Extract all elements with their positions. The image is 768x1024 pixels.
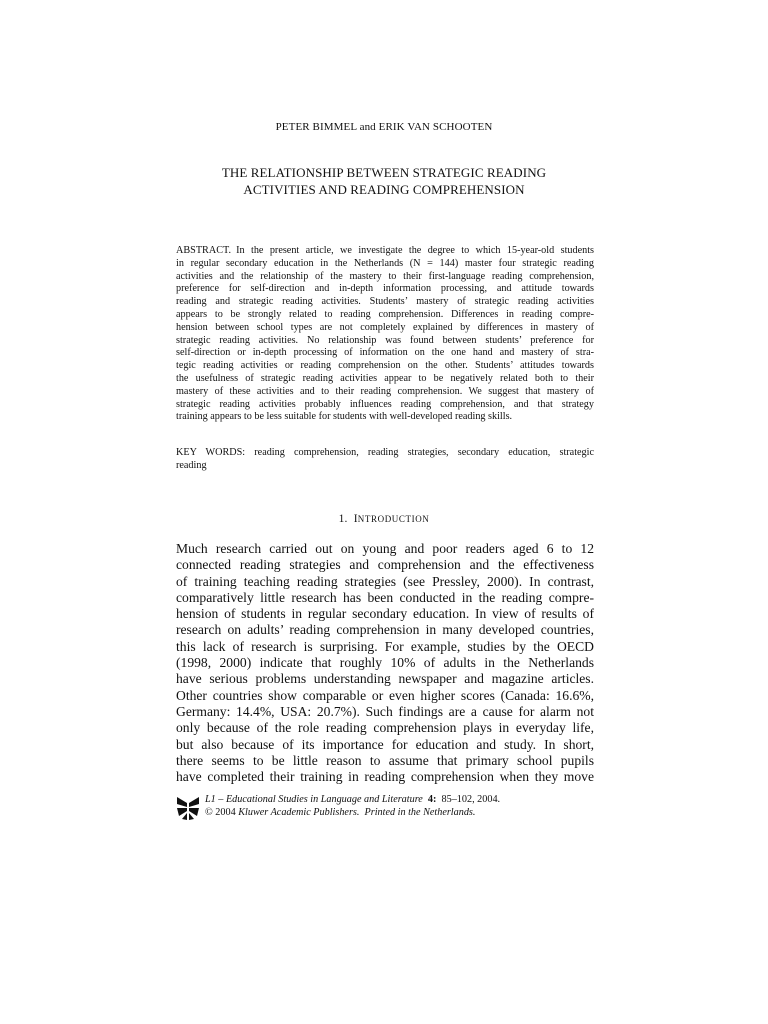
body-line: research on adults’ reading comprehension in many developed countries,: [176, 622, 594, 638]
body-line: have completed their training in reading comprehension when they move: [176, 769, 594, 785]
section-heading: [0, 513, 768, 525]
body-line: Germany: 14.4%, USA: 20.7%). Such findings are a cause for alarm not: [176, 703, 594, 719]
abstract-line: training appears to be less suitable for students with well-developed reading skills.: [176, 411, 513, 423]
abstract-line: strategic reading activities. No relationship was found between students’ preference for: [176, 334, 594, 346]
body-line: have serious problems understanding newspaper and magazine articles.: [176, 671, 594, 687]
journal-name: L1 – Educational Studies in Language and Literature: [205, 794, 423, 805]
body-line: hension of students in regular secondary education. In view of results of: [176, 606, 594, 622]
copyright-year: © 2004: [205, 806, 236, 818]
body-line: Other countries show comparable or even higher scores (Canada: 16.6%,: [176, 687, 594, 703]
footer-text: [205, 794, 500, 819]
section-number: 1.: [338, 513, 348, 525]
body-text: [176, 541, 594, 785]
body-line: there seems to be little reason to assume that primary school pupils: [176, 752, 594, 768]
body-line: comparatively little research has been conducted in the reading compre-: [176, 589, 594, 605]
abstract: [176, 245, 594, 424]
abstract-line: activities and the relationship of the mastery to their first-language reading comprehension,: [176, 270, 594, 282]
body-line: Much research carried out on young and poor readers aged 6 to 12: [176, 541, 594, 556]
abstract-line: ABSTRACT. In the present article, we investigate the degree to which 15-year-old students: [176, 245, 594, 256]
abstract-line: in regular secondary education in the Netherlands (N = 144) master four strategic reading: [176, 257, 594, 269]
abstract-line: the usefulness of strategic reading activities appear to be negatively related both to their: [176, 372, 594, 384]
section-title-initial: I: [353, 513, 358, 525]
section-title-rest: NTRODUCTION: [357, 514, 430, 524]
body-line: of training teaching reading strategies (see Pressley, 2000). In contrast,: [176, 573, 594, 589]
abstract-line: hension between school types are not completely explained by differences in mastery of: [176, 321, 594, 333]
journal-citation: [205, 794, 500, 807]
authors: PETER BIMMEL and ERIK VAN SCHOOTEN: [275, 121, 493, 133]
keywords: [176, 447, 594, 473]
kluwer-logo-icon: [176, 795, 200, 821]
abstract-line: preference for self-direction and in-depth information processing, and attitude towards: [176, 283, 594, 295]
journal-pages: 85–102, 2004.: [441, 794, 501, 805]
abstract-line: self-direction or in-depth processing of information on the one hand and mastery of stra-: [176, 347, 594, 359]
body-line: connected reading strategies and comprehension and the effectiveness: [176, 557, 594, 573]
keywords-line: reading: [176, 459, 207, 471]
abstract-line: mastery of these activities and to their reading comprehension. We suggest that mastery of: [176, 385, 594, 397]
body-line: but also because of its importance for education and study. In short,: [176, 736, 594, 752]
abstract-line: reading and strategic reading activities. Students’ mastery of strategic reading activities: [176, 296, 594, 308]
abstract-line: appears to be strongly related to reading comprehension. Differences in reading compre-: [176, 308, 594, 320]
journal-volume: 4:: [427, 794, 437, 805]
printed-in: Printed in the Netherlands.: [364, 806, 476, 818]
title-line-2: ACTIVITIES AND READING COMPREHENSION: [243, 182, 525, 197]
copyright-line: [205, 807, 500, 820]
publisher-name: Kluwer Academic Publishers.: [238, 806, 360, 818]
body-line: only because of the role reading comprehension plays in everyday life,: [176, 720, 594, 736]
body-line: this lack of research is surprising. For example, studies by the OECD: [176, 638, 594, 654]
body-line: (1998, 2000) indicate that roughly 10% of adults in the Netherlands: [176, 655, 594, 671]
title-line-1: THE RELATIONSHIP BETWEEN STRATEGIC READING: [221, 165, 547, 180]
publication-footer: [176, 794, 594, 824]
abstract-line: strategic reading activities probably influences reading comprehension, and that strategy: [176, 398, 594, 410]
paper-title: [0, 164, 768, 198]
abstract-line: tegic reading activities or reading comprehension on the other. Students’ attitudes towards: [176, 360, 594, 372]
keywords-line: KEY WORDS: reading comprehension, reading strategies, secondary education, strategic: [176, 447, 594, 458]
